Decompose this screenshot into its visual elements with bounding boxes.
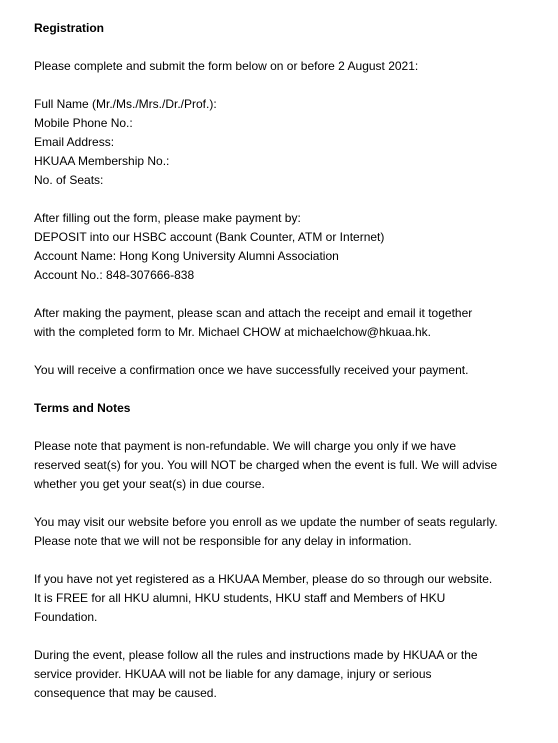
- terms-paragraph-refund: [34, 437, 506, 494]
- terms-line: During the event, please follow all the rules and instructions made by HKUAA or the: [34, 648, 478, 662]
- terms-line: You may visit our website before you enroll as we update the number of seats regularly.: [34, 515, 498, 529]
- field-mobile-phone: Mobile Phone No.:: [34, 116, 133, 130]
- after-payment-line: After making the payment, please scan and attach the receipt and email it together: [34, 306, 473, 320]
- terms-line: Please note that payment is non-refundable. We will charge you only if we have: [34, 439, 457, 453]
- terms-line: whether you get your seat(s) in due course.: [34, 477, 265, 491]
- field-full-name: Full Name (Mr./Ms./Mrs./Dr./Prof.):: [34, 97, 217, 111]
- field-email-address: Email Address:: [34, 135, 115, 149]
- terms-paragraph-rules: [34, 646, 506, 703]
- registration-intro: Please complete and submit the form below on or before 2 August 2021:: [34, 59, 419, 73]
- terms-line: Foundation.: [34, 610, 98, 624]
- after-payment-line: with the completed form to Mr. Michael CHOW at michaelchow@hkuaa.hk.: [34, 325, 431, 339]
- terms-heading: Terms and Notes: [34, 401, 131, 415]
- payment-instructions: [34, 209, 506, 285]
- registration-heading: Registration: [34, 21, 105, 35]
- after-payment-instructions: [34, 304, 506, 342]
- confirmation-note: You will receive a confirmation once we have successfully received your payment.: [34, 363, 469, 377]
- field-membership-no: HKUAA Membership No.:: [34, 154, 170, 168]
- form-fields-list: [34, 95, 506, 190]
- document-content: [34, 19, 506, 703]
- terms-line: service provider. HKUAA will not be liable for any damage, injury or serious: [34, 667, 432, 681]
- terms-line: consequence that may be caused.: [34, 686, 217, 700]
- terms-line: Please note that we will not be responsible for any delay in information.: [34, 534, 412, 548]
- terms-paragraph-membership: [34, 570, 506, 627]
- terms-line: It is FREE for all HKU alumni, HKU students, HKU staff and Members of HKU: [34, 591, 446, 605]
- payment-line: DEPOSIT into our HSBC account (Bank Counter, ATM or Internet): [34, 230, 385, 244]
- field-no-of-seats: No. of Seats:: [34, 173, 104, 187]
- terms-line: If you have not yet registered as a HKUAA Member, please do so through our website.: [34, 572, 493, 586]
- account-name: Account Name: Hong Kong University Alumni Association: [34, 249, 339, 263]
- terms-paragraph-website: [34, 513, 506, 551]
- payment-line: After filling out the form, please make payment by:: [34, 211, 301, 225]
- terms-line: reserved seat(s) for you. You will NOT be charged when the event is full. We will advise: [34, 458, 498, 472]
- account-number: Account No.: 848-307666-838: [34, 268, 195, 282]
